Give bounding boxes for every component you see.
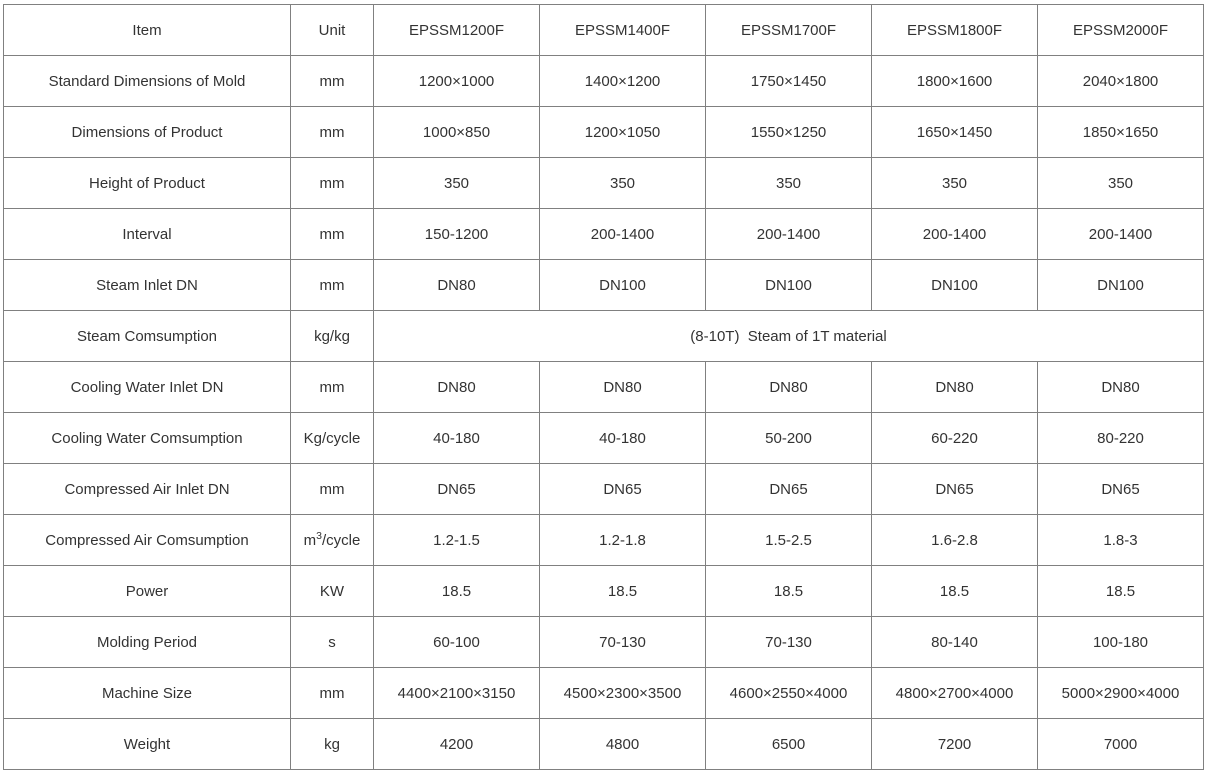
row-unit: mm <box>291 56 374 107</box>
cell-value: 6500 <box>706 719 872 770</box>
row-unit: $m^3$/cycle <box>291 515 374 566</box>
cell-value: 4200 <box>374 719 540 770</box>
cell-value: 18.5 <box>706 566 872 617</box>
cell-value: 18.5 <box>374 566 540 617</box>
table-row <box>4 311 1204 362</box>
cell-value: 70-130 <box>540 617 706 668</box>
row-item-label: Interval <box>4 209 291 260</box>
cell-value: 200-1400 <box>1038 209 1204 260</box>
row-unit: mm <box>291 209 374 260</box>
row-item-label: Height of Product <box>4 158 291 209</box>
column-header: Item <box>4 5 291 56</box>
cell-value: 1800×1600 <box>872 56 1038 107</box>
table-body <box>4 56 1204 770</box>
cell-value: 350 <box>1038 158 1204 209</box>
row-unit: mm <box>291 362 374 413</box>
table-row <box>4 362 1204 413</box>
table-row <box>4 668 1204 719</box>
cell-value: DN65 <box>374 464 540 515</box>
row-unit: s <box>291 617 374 668</box>
cell-value: 4800 <box>540 719 706 770</box>
cell-value: 100-180 <box>1038 617 1204 668</box>
table-header <box>4 5 1204 56</box>
row-item-label: Power <box>4 566 291 617</box>
cell-value: 7200 <box>872 719 1038 770</box>
table-row <box>4 719 1204 770</box>
row-item-label: Cooling Water Inlet DN <box>4 362 291 413</box>
row-unit: mm <box>291 464 374 515</box>
cell-value: 5000×2900×4000 <box>1038 668 1204 719</box>
cell-value: 2040×1800 <box>1038 56 1204 107</box>
cell-value: 4400×2100×3150 <box>374 668 540 719</box>
row-item-label: Dimensions of Product <box>4 107 291 158</box>
cell-value: 200-1400 <box>540 209 706 260</box>
cell-value: DN65 <box>872 464 1038 515</box>
row-unit: kg <box>291 719 374 770</box>
table-row <box>4 566 1204 617</box>
row-item-label: Standard Dimensions of Mold <box>4 56 291 107</box>
cell-value: 1.8-3 <box>1038 515 1204 566</box>
row-unit: kg/kg <box>291 311 374 362</box>
cell-value: DN65 <box>1038 464 1204 515</box>
cell-value: DN80 <box>374 362 540 413</box>
table-row <box>4 464 1204 515</box>
machine-spec-table <box>3 4 1204 770</box>
cell-value: 18.5 <box>1038 566 1204 617</box>
row-item-label: Compressed Air Inlet DN <box>4 464 291 515</box>
cell-value: 350 <box>872 158 1038 209</box>
row-unit: mm <box>291 158 374 209</box>
cell-value: DN80 <box>540 362 706 413</box>
table-row <box>4 260 1204 311</box>
cell-value: 70-130 <box>706 617 872 668</box>
cell-value: 200-1400 <box>706 209 872 260</box>
cell-value: DN80 <box>374 260 540 311</box>
cell-value: 350 <box>374 158 540 209</box>
cell-value: 50-200 <box>706 413 872 464</box>
cell-value: 40-180 <box>540 413 706 464</box>
cell-value: 1200×1000 <box>374 56 540 107</box>
cell-value: DN65 <box>706 464 872 515</box>
cell-value: 1000×850 <box>374 107 540 158</box>
row-item-label: Machine Size <box>4 668 291 719</box>
cell-value: 350 <box>706 158 872 209</box>
cell-value: DN80 <box>1038 362 1204 413</box>
row-item-label: Steam Inlet DN <box>4 260 291 311</box>
table-row <box>4 413 1204 464</box>
row-unit: mm <box>291 260 374 311</box>
cell-value: DN80 <box>706 362 872 413</box>
cell-value: 200-1400 <box>872 209 1038 260</box>
row-item-label: Steam Comsumption <box>4 311 291 362</box>
cell-value: 7000 <box>1038 719 1204 770</box>
cell-value: DN80 <box>872 362 1038 413</box>
cell-value: 1.2-1.5 <box>374 515 540 566</box>
cell-value: 1200×1050 <box>540 107 706 158</box>
table-row <box>4 158 1204 209</box>
cell-value: 1.5-2.5 <box>706 515 872 566</box>
row-unit: Kg/cycle <box>291 413 374 464</box>
column-header: EPSSM2000F <box>1038 5 1204 56</box>
cell-value: 18.5 <box>872 566 1038 617</box>
cell-value: 40-180 <box>374 413 540 464</box>
cell-value: 1750×1450 <box>706 56 872 107</box>
cell-value: 350 <box>540 158 706 209</box>
table-row <box>4 209 1204 260</box>
table-row <box>4 107 1204 158</box>
cell-value: 60-220 <box>872 413 1038 464</box>
row-unit: mm <box>291 668 374 719</box>
row-item-label: Compressed Air Comsumption <box>4 515 291 566</box>
cell-value: DN100 <box>706 260 872 311</box>
row-unit: KW <box>291 566 374 617</box>
column-header: EPSSM1200F <box>374 5 540 56</box>
row-item-label: Cooling Water Comsumption <box>4 413 291 464</box>
column-header: EPSSM1400F <box>540 5 706 56</box>
cell-value: 1.6-2.8 <box>872 515 1038 566</box>
table-row <box>4 515 1204 566</box>
cell-value: 18.5 <box>540 566 706 617</box>
row-unit: mm <box>291 107 374 158</box>
cell-value: 80-140 <box>872 617 1038 668</box>
cell-value: DN100 <box>872 260 1038 311</box>
column-header: EPSSM1700F <box>706 5 872 56</box>
row-item-label: Weight <box>4 719 291 770</box>
cell-value: 1.2-1.8 <box>540 515 706 566</box>
cell-value: 4800×2700×4000 <box>872 668 1038 719</box>
cell-value: 4500×2300×3500 <box>540 668 706 719</box>
cell-value: 1550×1250 <box>706 107 872 158</box>
cell-value: 1650×1450 <box>872 107 1038 158</box>
row-span-value: (8-10T) Steam of 1T material <box>374 311 1204 362</box>
cell-value: 60-100 <box>374 617 540 668</box>
cell-value: DN100 <box>1038 260 1204 311</box>
cell-value: 150-1200 <box>374 209 540 260</box>
cell-value: 80-220 <box>1038 413 1204 464</box>
header-row <box>4 5 1204 56</box>
table-row <box>4 56 1204 107</box>
cell-value: DN65 <box>540 464 706 515</box>
row-item-label: Molding Period <box>4 617 291 668</box>
column-header: Unit <box>291 5 374 56</box>
cell-value: DN100 <box>540 260 706 311</box>
cell-value: 1850×1650 <box>1038 107 1204 158</box>
column-header: EPSSM1800F <box>872 5 1038 56</box>
cell-value: 1400×1200 <box>540 56 706 107</box>
cell-value: 4600×2550×4000 <box>706 668 872 719</box>
table-row <box>4 617 1204 668</box>
